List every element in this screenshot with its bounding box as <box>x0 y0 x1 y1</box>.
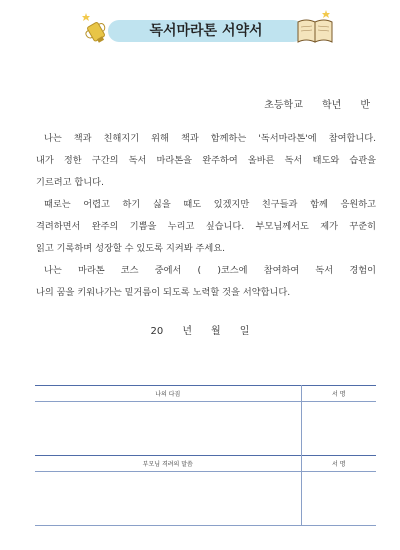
date-line: 20 년 월 일 <box>150 326 250 337</box>
signature-header: 서 명 <box>301 386 376 402</box>
table-header-row <box>35 456 376 472</box>
my-resolution-header: 나의 다짐 <box>35 386 301 402</box>
page-title: 독서마라톤 서약서 <box>108 20 304 42</box>
parent-encouragement-header: 부모님 격려의 말씀 <box>35 456 301 472</box>
student-signature-field[interactable] <box>301 402 376 456</box>
signature-header: 서 명 <box>301 456 376 472</box>
table-header-row <box>35 386 376 402</box>
paragraph-line: 격려하면서 완주의 기쁨을 누리고 싶습니다. 부모님께서도 제가 꾸준히 <box>36 221 376 232</box>
paragraph-line: 나는 마라톤 코스 중에서 ( )코스에 참여하여 독서 경험이 <box>44 265 376 276</box>
paragraph-line: 내가 정한 구간의 독서 마라톤을 완주하여 올바른 독서 태도와 습관을 <box>36 155 376 166</box>
paragraph-line: 나의 꿈을 키워나가는 밑거름이 되도록 노력할 것을 서약합니다. <box>36 287 291 298</box>
my-resolution-field[interactable] <box>35 402 301 456</box>
school-grade-class-line: 초등학교 학년 반 <box>264 100 370 111</box>
header <box>0 0 400 50</box>
parent-encouragement-field[interactable] <box>35 472 301 526</box>
table-row <box>35 402 376 456</box>
pledge-body <box>36 128 376 304</box>
trophy-icon <box>80 8 110 46</box>
parent-signature-field[interactable] <box>301 472 376 526</box>
table-row <box>35 472 376 526</box>
paragraph-line: 읽고 기록하며 성장할 수 있도록 지켜봐 주세요. <box>36 243 226 254</box>
paragraph-line: 때로는 어렵고 하기 싫을 때도 있겠지만 친구들과 함께 응원하고 <box>44 199 376 210</box>
open-book-icon <box>296 8 334 46</box>
signature-table <box>35 385 376 526</box>
paragraph-line: 나는 책과 친해지기 위해 책과 함께하는 '독서마라톤'에 참여합니다. <box>44 133 376 144</box>
paragraph-line: 기르려고 합니다. <box>36 177 104 188</box>
